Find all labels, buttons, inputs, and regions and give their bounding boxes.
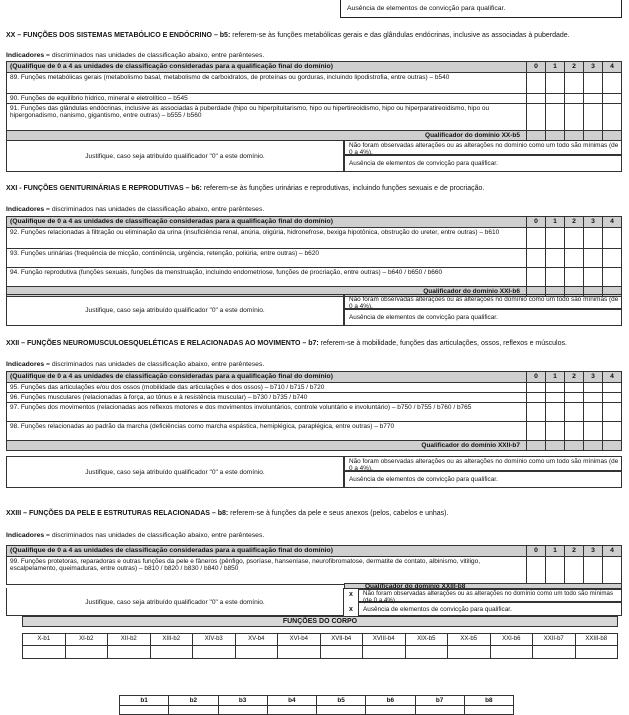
- checkbox-mark[interactable]: x: [349, 606, 353, 613]
- score-cell[interactable]: [565, 72, 584, 93]
- score-cell[interactable]: [584, 227, 603, 248]
- score-cell[interactable]: [527, 227, 546, 248]
- score-cell[interactable]: [584, 392, 603, 402]
- scale-1: 1: [546, 372, 565, 383]
- scale-1: 1: [546, 546, 565, 557]
- score-cell[interactable]: [527, 267, 546, 286]
- score-cell[interactable]: [546, 103, 565, 130]
- b-header: b3: [218, 696, 267, 706]
- item-91-text: 91. Funções das glândulas endócrinas, inclusive as associadas à puberdade (hipo ou hiperpituitarismo, hipo ou hipertireoidismo, hipo ou hiperparatireoidismo, hipo ou hipergonadismo, nanismo, gigantismo, entre outras) – b555 / b560: [7, 103, 527, 130]
- table-row: [7, 227, 622, 248]
- section-title-bold: XXI - FUNÇÕES GENITURINÁRIAS E REPRODUTIVAS – b6:: [6, 185, 202, 192]
- option-no-evidence[interactable]: Ausência de elementos de convicção para qualificar.: [344, 155, 622, 172]
- indicators-line: [6, 532, 264, 540]
- scale-0: 0: [527, 372, 546, 383]
- section-title-xxii: [6, 340, 622, 348]
- domain-table-xxii: [6, 371, 622, 451]
- scale-4: 4: [603, 217, 622, 228]
- table-row: [7, 422, 622, 441]
- score-cell[interactable]: [527, 422, 546, 441]
- table-header-instructions: (Qualifique de 0 a 4 as unidades de classificação consideradas para a qualificação final do domínio): [7, 62, 527, 73]
- indicators-line: [6, 52, 264, 60]
- scale-0: 0: [527, 546, 546, 557]
- fc-header: XI-b2: [65, 634, 108, 646]
- score-cell[interactable]: [584, 403, 603, 422]
- section-title-text: referem-se às funções metabólicas gerais e das glândulas endócrinas, inclusive as associadas à puberdade.: [230, 32, 570, 39]
- indicators-text: = discriminados nas unidades de classificação abaixo, entre parênteses.: [44, 52, 265, 59]
- scale-0: 0: [527, 217, 546, 228]
- fc-value-cell[interactable]: [278, 646, 321, 659]
- fc-value-cell[interactable]: [533, 646, 576, 659]
- option-no-evidence[interactable]: Ausência de elementos de convicção para qualificar.: [344, 471, 622, 488]
- option-no-alterations[interactable]: Não foram observadas alterações ou as alterações no domínio como um todo são mínimas (de 0 a 4%).: [358, 589, 622, 602]
- score-cell[interactable]: [527, 72, 546, 93]
- fc-header: XII-b2: [108, 634, 151, 646]
- fc-value-cell[interactable]: [363, 646, 406, 659]
- item-90-text: 90. Funções de equilíbrio hídrico, mineral e eletrolítico – b545: [7, 93, 527, 103]
- scale-2: 2: [565, 372, 584, 383]
- scale-3: 3: [584, 372, 603, 383]
- section-title-bold: XXIII – FUNÇÕES DA PELE E ESTRUTURAS RELACIONADAS – b8:: [6, 510, 229, 517]
- fc-header: XXIII-b8: [575, 634, 618, 646]
- fc-header: XXII-b7: [533, 634, 576, 646]
- body-functions-table: [22, 633, 618, 659]
- item-97-text: 97. Funções dos movimentos (relacionadas aos reflexos motores e dos movimentos involuntários, controle voluntário e involuntário) – b750 / b755 / b760 / b765: [7, 403, 527, 422]
- fc-value-cell[interactable]: [575, 646, 618, 659]
- score-cell[interactable]: [565, 422, 584, 441]
- scale-2: 2: [565, 217, 584, 228]
- score-cell[interactable]: [527, 248, 546, 267]
- table-row: [23, 646, 618, 659]
- b-summary-table: [119, 695, 514, 715]
- item-89-text: 89. Funções metabólicas gerais (metabolismo basal, metabolismo de carboidratos, de proteínas ou gorduras, incluindo lipodistrofia, entre outras) – b540: [7, 72, 527, 93]
- fc-value-cell[interactable]: [65, 646, 108, 659]
- score-cell[interactable]: [527, 382, 546, 392]
- fc-value-cell[interactable]: [235, 646, 278, 659]
- b-header: b1: [120, 696, 169, 706]
- fc-value-cell[interactable]: [490, 646, 533, 659]
- b-header: b6: [366, 696, 415, 706]
- option-no-alterations[interactable]: Não foram observadas alterações ou as alterações no domínio como um todo são mínimas (de 0 a 4%).: [344, 140, 622, 155]
- score-cell[interactable]: [584, 248, 603, 267]
- b-header: b2: [169, 696, 218, 706]
- fc-header: XXI-b6: [490, 634, 533, 646]
- scale-4: 4: [603, 372, 622, 383]
- fc-header: XVII-b4: [320, 634, 363, 646]
- item-94-text: 94. Função reprodutiva (funções sexuais, funções da menstruação, incluindo endometriose, funções de procriação, entre outras) – b640 / b650 / b660: [7, 267, 527, 286]
- score-cell[interactable]: [565, 227, 584, 248]
- score-cell[interactable]: [565, 267, 584, 286]
- score-cell[interactable]: [527, 392, 546, 402]
- domain-table-xxi: [6, 216, 622, 297]
- fc-value-cell[interactable]: [23, 646, 66, 659]
- score-cell[interactable]: [565, 93, 584, 103]
- body-functions-title: FUNÇÕES DO CORPO: [22, 616, 618, 627]
- option-no-evidence[interactable]: Ausência de elementos de convicção para qualificar.: [358, 602, 622, 616]
- score-cell[interactable]: [584, 556, 603, 584]
- justification-label: Justifique, caso seja atribuído qualificador "0" a este domínio.: [6, 294, 344, 326]
- score-cell[interactable]: [546, 72, 565, 93]
- score-cell[interactable]: [603, 556, 622, 584]
- domain-table-xx: [6, 61, 622, 141]
- scale-1: 1: [546, 217, 565, 228]
- score-cell[interactable]: [546, 93, 565, 103]
- section-title-bold: XX – FUNÇÕES DOS SISTEMAS METABÓLICO E ENDÓCRINO – b5:: [6, 32, 231, 39]
- score-cell[interactable]: [527, 103, 546, 130]
- score-cell[interactable]: [565, 556, 584, 584]
- b-header: b4: [267, 696, 316, 706]
- qualifier-label: Qualificador do domínio XXIII-b8: [344, 583, 622, 589]
- fc-header: XIV-b3: [193, 634, 236, 646]
- score-cell[interactable]: [603, 422, 622, 441]
- b-header: b5: [317, 696, 366, 706]
- table-row: [7, 382, 622, 392]
- qualifier-cell[interactable]: [527, 441, 546, 451]
- qualifier-cell[interactable]: [584, 441, 603, 451]
- score-cell[interactable]: [584, 382, 603, 392]
- option-no-alterations[interactable]: Não foram observadas alterações ou as alterações no domínio como um todo são mínimas (de 0 a 4%).: [344, 294, 622, 309]
- score-cell[interactable]: [565, 248, 584, 267]
- table-header-row: [7, 217, 622, 228]
- table-row: [7, 556, 622, 584]
- scale-4: 4: [603, 546, 622, 557]
- indicators-text: = discriminados nas unidades de classificação abaixo, entre parênteses.: [44, 361, 265, 368]
- indicators-line: [6, 206, 264, 214]
- score-cell[interactable]: [603, 382, 622, 392]
- score-cell[interactable]: [584, 93, 603, 103]
- table-row: [7, 267, 622, 286]
- score-cell[interactable]: [546, 382, 565, 392]
- justification-label: Justifique, caso seja atribuído qualificador "0" a este domínio.: [6, 140, 344, 172]
- option-no-evidence[interactable]: Ausência de elementos de convicção para qualificar.: [344, 309, 622, 326]
- table-header-row: [23, 634, 618, 646]
- scale-3: 3: [584, 62, 603, 73]
- indicators-label: Indicadores: [6, 361, 45, 368]
- qualifier-row: [7, 441, 622, 451]
- section-title-bold: XXII – FUNÇÕES NEUROMUSCULOESQUELÉTICAS E RELACIONADAS AO MOVIMENTO – b7:: [6, 340, 319, 347]
- table-row: [7, 248, 622, 267]
- score-cell[interactable]: [546, 267, 565, 286]
- scale-3: 3: [584, 217, 603, 228]
- table-row: [7, 93, 622, 103]
- score-cell[interactable]: [603, 403, 622, 422]
- justification-label: Justifique, caso seja atribuído qualificador "0" a este domínio.: [6, 588, 344, 616]
- item-95-text: 95. Funções das articulações e/ou dos ossos (mobilidade das articulações e dos ossos) – b710 / b715 / b720: [7, 382, 527, 392]
- fc-header: XIX-b5: [405, 634, 448, 646]
- previous-section-option-box: [340, 0, 622, 18]
- fc-value-cell[interactable]: [108, 646, 151, 659]
- qualifier-label: Qualificador do domínio XX-b5: [7, 130, 527, 140]
- table-header-row: [7, 372, 622, 383]
- b-header: b7: [415, 696, 464, 706]
- table-row: [7, 103, 622, 130]
- scale-0: 0: [527, 62, 546, 73]
- score-cell[interactable]: [584, 72, 603, 93]
- checkbox-mark[interactable]: x: [349, 591, 353, 598]
- score-cell[interactable]: [603, 248, 622, 267]
- option-no-alterations[interactable]: Não foram observadas alterações ou as alterações no domínio como um todo são mínimas (de 0 a 4%).: [344, 456, 622, 471]
- fc-header: XVIII-b4: [363, 634, 406, 646]
- score-cell[interactable]: [603, 72, 622, 93]
- score-cell[interactable]: [546, 403, 565, 422]
- table-header-row: [7, 546, 622, 557]
- score-cell[interactable]: [584, 267, 603, 286]
- scale-2: 2: [565, 546, 584, 557]
- fc-header: X-b1: [23, 634, 66, 646]
- table-row: [7, 403, 622, 422]
- b-header: b8: [464, 696, 513, 706]
- table-header-instructions: (Qualifique de 0 a 4 as unidades de classificação consideradas para a qualificação final do domínio): [7, 546, 527, 557]
- score-cell[interactable]: [565, 103, 584, 130]
- score-cell[interactable]: [527, 403, 546, 422]
- fc-value-cell[interactable]: [150, 646, 193, 659]
- fc-value-cell[interactable]: [320, 646, 363, 659]
- indicators-label: Indicadores: [6, 52, 45, 59]
- table-header-instructions: (Qualifique de 0 a 4 as unidades de classificação consideradas para a qualificação final do domínio): [7, 217, 527, 228]
- score-cell[interactable]: [546, 422, 565, 441]
- indicators-label: Indicadores: [6, 206, 45, 213]
- fc-value-cell[interactable]: [405, 646, 448, 659]
- score-cell[interactable]: [527, 93, 546, 103]
- table-row: [7, 392, 622, 402]
- score-cell[interactable]: [546, 556, 565, 584]
- fc-header: XIII-b2: [150, 634, 193, 646]
- item-92-text: 92. Funções relacionadas à filtração ou eliminação da urina (insuficiência renal, anúria, oligúria, hidronefrose, bexiga hipotônica, obstrução do ureter, entre outras) – b610: [7, 227, 527, 248]
- fc-header: XX-b5: [448, 634, 491, 646]
- previous-section-option-text: Ausência de elementos de convicção para qualificar.: [347, 5, 506, 12]
- score-cell[interactable]: [603, 392, 622, 402]
- score-cell[interactable]: [603, 267, 622, 286]
- scale-4: 4: [603, 62, 622, 73]
- indicators-text: = discriminados nas unidades de classificação abaixo, entre parênteses.: [44, 532, 265, 539]
- scale-2: 2: [565, 62, 584, 73]
- section-title-text: referem-se às funções urinárias e reprodutivas, incluindo funções sexuais e de procriação.: [201, 185, 485, 192]
- fc-value-cell[interactable]: [448, 646, 491, 659]
- score-cell[interactable]: [603, 103, 622, 130]
- item-99-text: 99. Funções protetoras, reparadoras e outras funções da pele e fâneros (pênfigo, psoríase, hanseníase, neurofibromatose, dermatite de contato, albinismo, vitiligo, escalpelamento, queimaduras, entre outras) – b810 / b820 / b830 / b840 / b850: [7, 556, 527, 584]
- score-cell[interactable]: [603, 227, 622, 248]
- scale-3: 3: [584, 546, 603, 557]
- indicators-text: = discriminados nas unidades de classificação abaixo, entre parênteses.: [44, 206, 265, 213]
- table-row: [7, 72, 622, 93]
- qualifier-label: Qualificador do domínio XXII-b7: [7, 441, 527, 451]
- fc-header: XVI-b4: [278, 634, 321, 646]
- item-93-text: 93. Funções urinárias (frequência de micção, continência, urgência, retenção, poliúria, entre outras) – b620: [7, 248, 527, 267]
- qualifier-cell[interactable]: [565, 441, 584, 451]
- section-title-text: referem-se à mobilidade, funções das articulações, ossos, reflexos e músculos.: [318, 340, 567, 347]
- score-cell[interactable]: [565, 403, 584, 422]
- score-cell[interactable]: [565, 382, 584, 392]
- item-98-text: 98. Funções relacionadas ao padrão da marcha (deficiências como marcha espástica, hemiplégica, paraplégica, entre outras) – b770: [7, 422, 527, 441]
- score-cell[interactable]: [546, 248, 565, 267]
- section-title-xx: [6, 32, 622, 40]
- score-cell[interactable]: [546, 392, 565, 402]
- qualifier-cell[interactable]: [546, 441, 565, 451]
- item-96-text: 96. Funções musculares (relacionadas à força, ao tônus e à resistência muscular) – b730 / b735 / b740: [7, 392, 527, 402]
- fc-header: XV-b4: [235, 634, 278, 646]
- domain-table-xxiii: [6, 545, 622, 585]
- scale-1: 1: [546, 62, 565, 73]
- section-title-xxi: [6, 185, 622, 193]
- score-cell[interactable]: [584, 422, 603, 441]
- justification-label: Justifique, caso seja atribuído qualificador "0" a este domínio.: [6, 456, 344, 488]
- indicators-line: [6, 361, 264, 369]
- table-header-row: [7, 62, 622, 73]
- score-cell[interactable]: [584, 103, 603, 130]
- table-header-instructions: (Qualifique de 0 a 4 as unidades de classificação consideradas para a qualificação final do domínio): [7, 372, 527, 383]
- fc-value-cell[interactable]: [193, 646, 236, 659]
- score-cell[interactable]: [603, 93, 622, 103]
- score-cell[interactable]: [527, 556, 546, 584]
- indicators-label: Indicadores: [6, 532, 45, 539]
- qualifier-cell[interactable]: [603, 441, 622, 451]
- score-cell[interactable]: [546, 227, 565, 248]
- table-header-row: [120, 696, 514, 706]
- section-title-xxiii: [6, 510, 622, 518]
- section-title-text: referem-se à funções da pele e seus anexos (pelos, cabelos e unhas).: [228, 510, 449, 517]
- qualifier-label: Qualificador do domínio XXI-b6: [7, 286, 527, 296]
- score-cell[interactable]: [565, 392, 584, 402]
